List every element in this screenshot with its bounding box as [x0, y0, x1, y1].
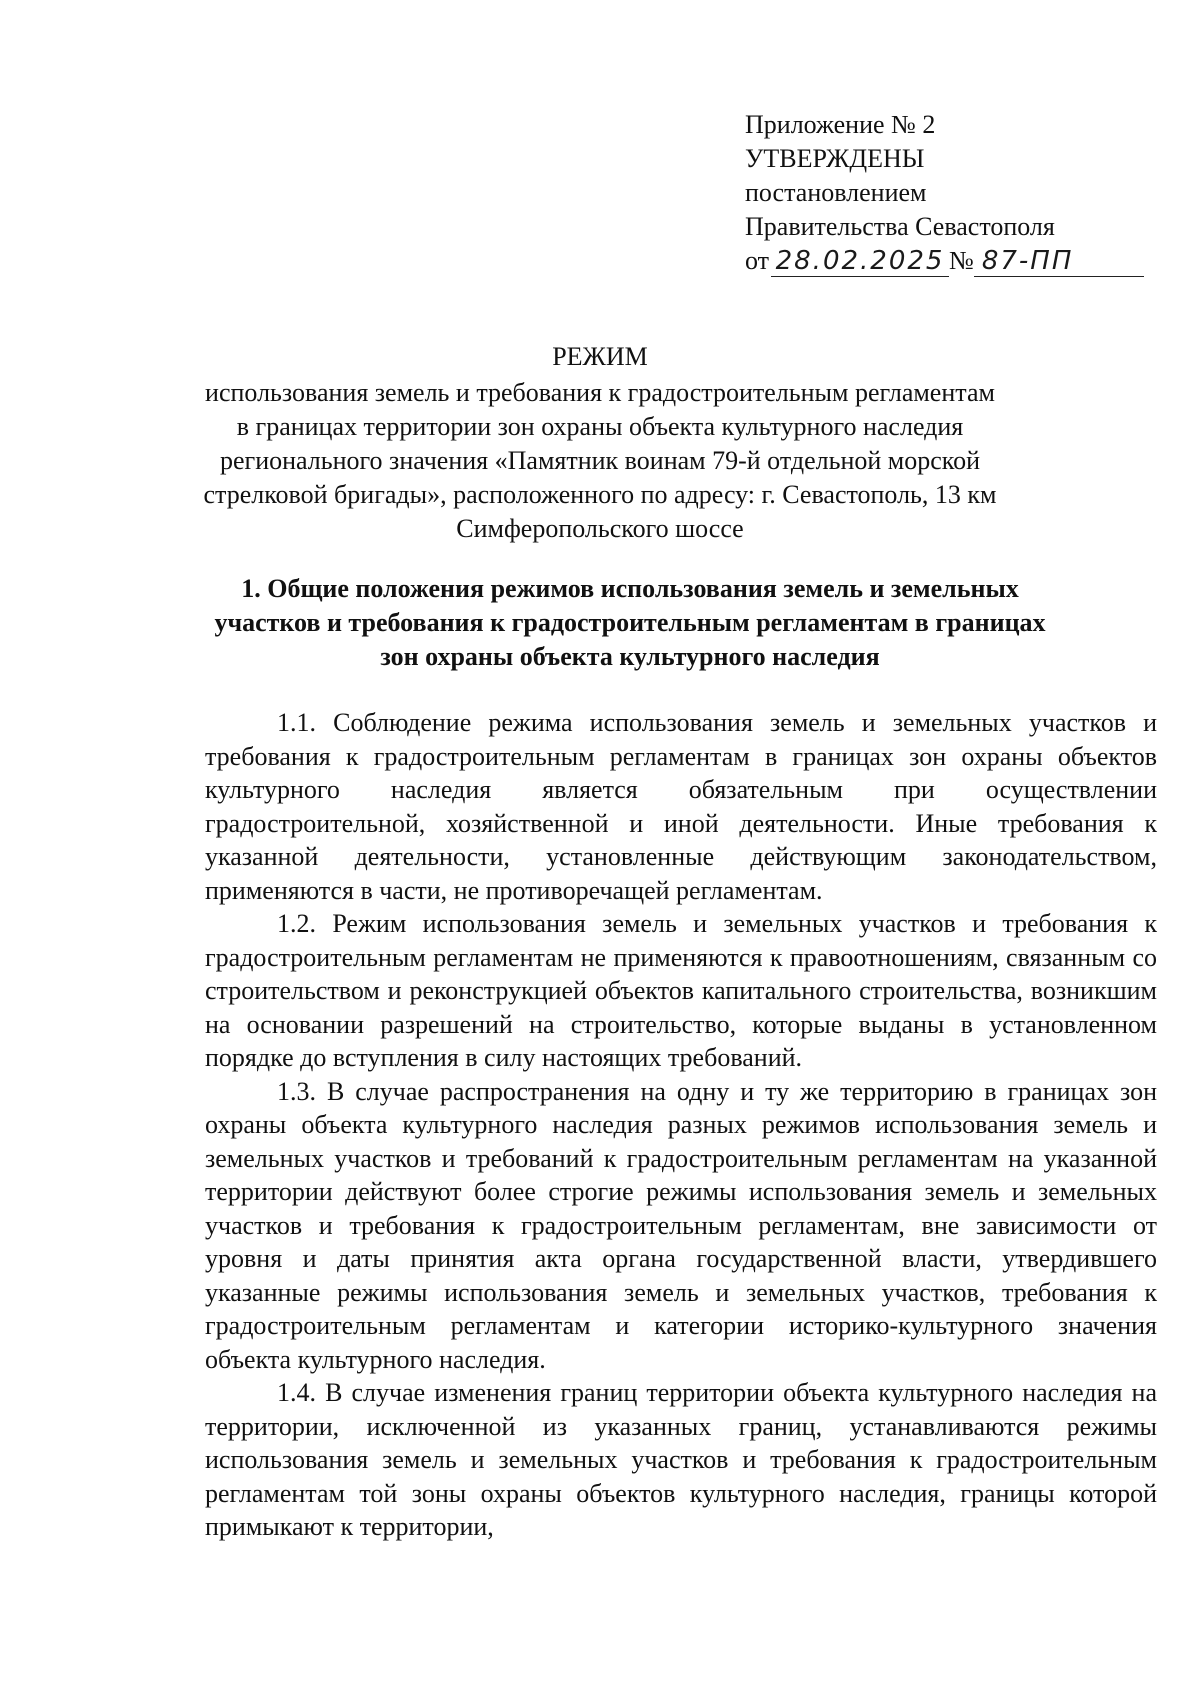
section-heading-line: участков и требования к градостроительным регламентам в границах: [214, 608, 1046, 637]
paragraph-1-3: 1.3. В случае распространения на одну и ту же территорию в границах зон охраны объекта культурного наследия разных режимов использования земель и земельных участков и требований к градостроительным регламентам на указанной территории действуют более строгие режимы использования земель и земельных участков и требования к градостроительным регламентам, вне зависимости от уровня и даты принятия акта органа государственной власти, утвердившего указанные режимы использования земель и земельных участков, требования к градостроительным регламентам и категории историко-культурного значения объекта культурного наследия.: [205, 1076, 1157, 1374]
appendix-label: Приложение № 2: [745, 110, 936, 139]
handwritten-date: 28.02.2025: [771, 246, 949, 277]
date-prefix: от: [745, 246, 770, 275]
paragraph-1-4: 1.4. В случае изменения границ территории объекта культурного наследия на территории, исключенной из указанных границ, устанавливаются режимы использования земель и земельных участков и требования к градостроительным регламентам той зоны охраны объектов культурного наследия, границы которой примыкают к территории,: [205, 1378, 1157, 1541]
title-line: Симферопольского шоссе: [456, 514, 744, 543]
title-line: использования земель и требования к градостроительным регламентам: [205, 378, 995, 407]
approved-label: УТВЕРЖДЕНЫ: [745, 144, 925, 173]
title-line: в границах территории зон охраны объекта культурного наследия: [236, 412, 964, 441]
section-body: [205, 706, 1157, 1544]
handwritten-number: 87-ПП: [974, 246, 1144, 277]
section-heading-line: зон охраны объекта культурного наследия: [380, 642, 880, 671]
date-number-line: [745, 244, 1145, 278]
paragraph-1-2: 1.2. Режим использования земель и земельных участков и требования к градостроительным регламентам не применяются к правоотношениям, связанным со строительством и реконструкцией объектов капитального строительства, возникшим на основании разрешений на строительство, которые выданы в установленном порядке до вступления в силу настоящих требований.: [205, 909, 1157, 1072]
authority-label: Правительства Севастополя: [745, 212, 1055, 241]
number-prefix: №: [949, 246, 974, 275]
document-title: РЕЖИМ: [552, 342, 648, 371]
resolution-label: постановлением: [745, 178, 927, 207]
approval-block: [745, 108, 1145, 278]
section-heading-line: 1. Общие положения режимов использования земель и земельных: [241, 574, 1019, 603]
document-title-block: [200, 340, 1000, 546]
paragraph-1-1: 1.1. Соблюдение режима использования земель и земельных участков и требования к градостроительным регламентам в границах зон охраны объектов культурного наследия является обязательным при осуществлении градостроительной, хозяйственной и иной деятельности. Иные требования к указанной деятельности, установленные действующим законодательством, применяются в части, не противоречащей регламентам.: [205, 708, 1157, 905]
title-line: стрелковой бригады», расположенного по адресу: г. Севастополь, 13 км: [203, 480, 997, 509]
section-heading: [205, 572, 1055, 674]
title-line: регионального значения «Памятник воинам 79-й отдельной морской: [219, 446, 981, 475]
